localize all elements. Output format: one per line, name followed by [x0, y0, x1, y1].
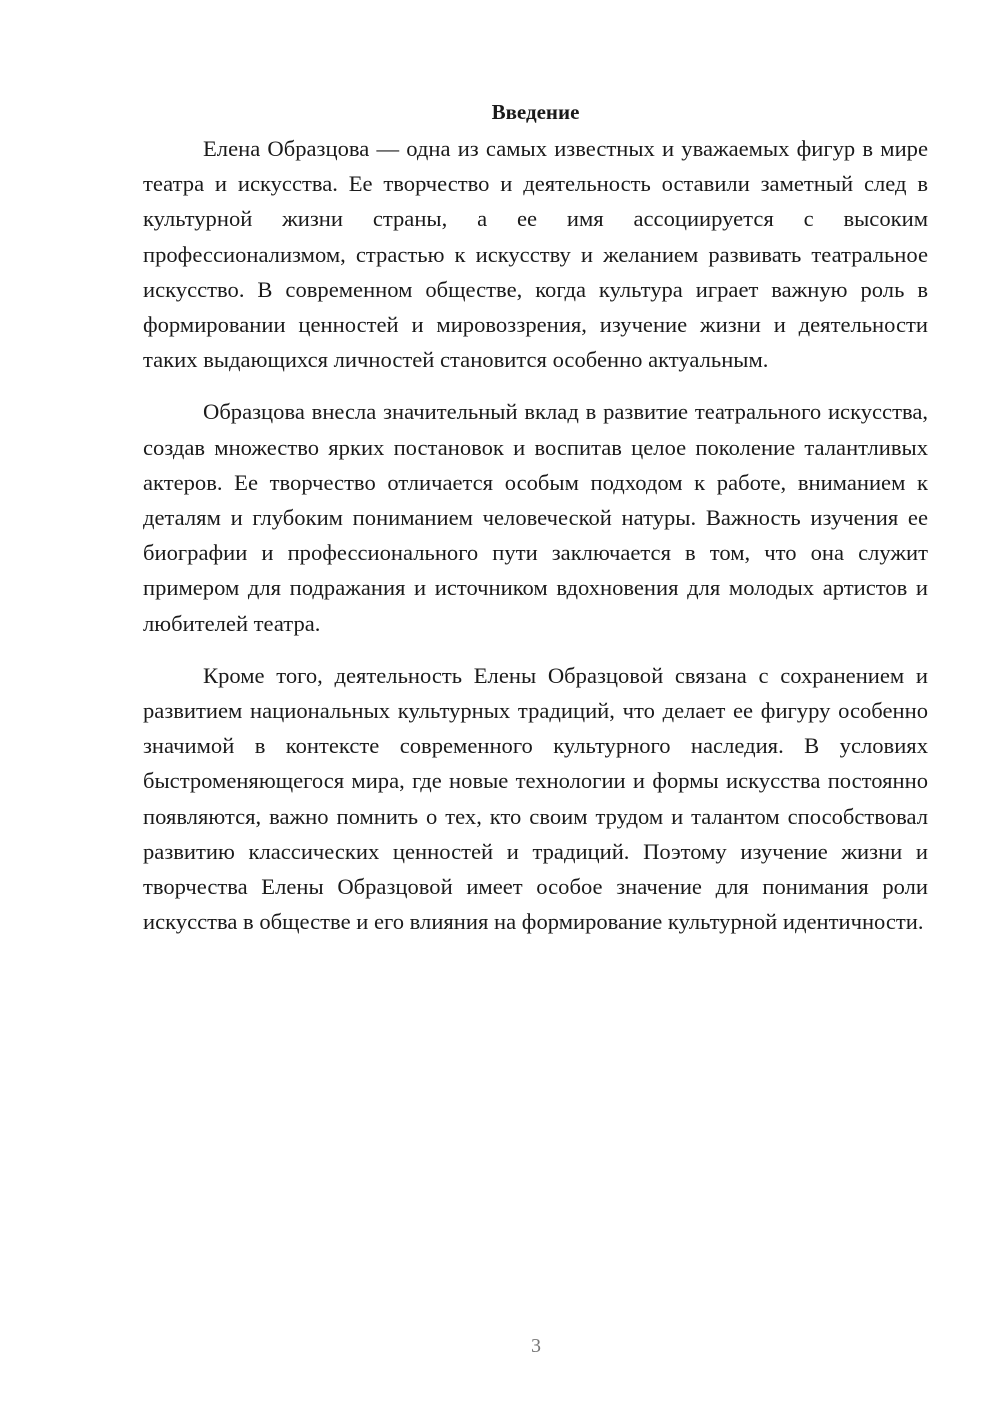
paragraph-2: Образцова внесла значительный вклад в развитие театрального искусства, создав множество ярких постановок и воспитав целое поколение талантливых актеров. Ее творчество отличается особым подходом к работе, вниманием к деталям и глубоким пониманием человеческой натуры. Важность изучения ее биографии и профессионального пути заключается в том, что она служит примером для подражания и источником вдохновения для молодых артистов и любителей театра.: [143, 399, 928, 636]
page-content: [143, 95, 928, 956]
page-number: 3: [531, 1335, 541, 1357]
paragraph-1: Елена Образцова — одна из самых известных и уважаемых фигур в мире театра и искусства. Ее творчество и деятельность оставили заметный след в культурной жизни страны, а ее имя ассоциируется с высоким профессионализмом, страстью к искусству и желанием развивать театральное искусство. В современном обществе, когда культура играет важную роль в формировании ценностей и мировоззрения, изучение жизни и деятельности таких выдающихся личностей становится особенно актуальным.: [143, 136, 928, 373]
paragraph-3: Кроме того, деятельность Елены Образцовой связана с сохранением и развитием национальных культурных традиций, что делает ее фигуру особенно значимой в контексте современного культурного наследия. В условиях быстроменяющегося мира, где новые технологии и формы искусства постоянно появляются, важно помнить о тех, кто своим трудом и талантом способствовал развитию классических ценностей и традиций. Поэтому изучение жизни и творчества Елены Образцовой имеет особое значение для понимания роли искусства в обществе и его влияния на формирование культурной идентичности.: [143, 662, 928, 935]
section-title: Введение: [491, 100, 580, 124]
